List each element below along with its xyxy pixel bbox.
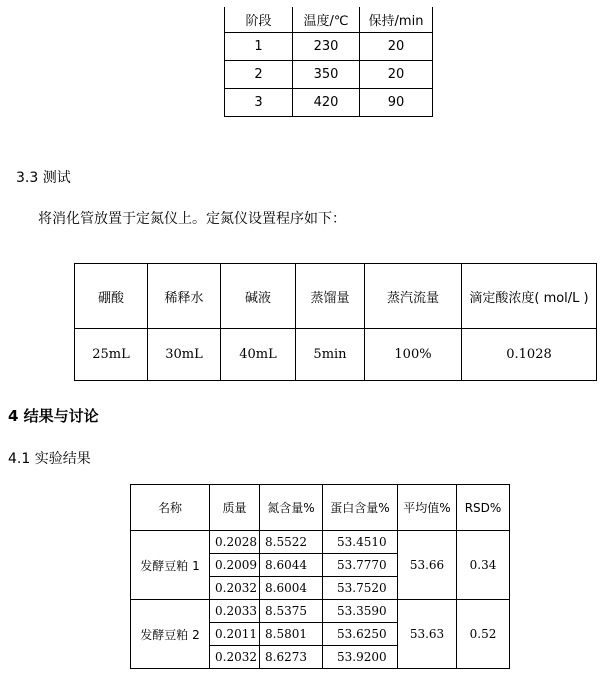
cell: 8.5375	[260, 600, 323, 623]
results-table	[130, 484, 510, 669]
cell: 230	[293, 32, 360, 60]
header-stage: 阶段	[225, 7, 293, 32]
cell: 20	[360, 32, 433, 60]
cell: 3	[225, 88, 293, 116]
stage-table	[224, 7, 433, 117]
header-titrant-concentration: 滴定酸浓度( mol/L )	[462, 264, 597, 329]
header-distill-time: 蒸馏量	[296, 264, 365, 329]
cell: 53.9200	[323, 646, 398, 669]
program-table	[74, 263, 597, 381]
section-4-1-heading: 4.1 实验结果	[8, 451, 91, 467]
header-hold: 保持/min	[360, 7, 433, 32]
header-name: 名称	[131, 485, 210, 531]
sample-name: 发酵豆粕 1	[131, 531, 210, 600]
table-row	[75, 329, 597, 381]
mean-value: 53.66	[398, 531, 457, 600]
cell: 53.6250	[323, 623, 398, 646]
cell: 350	[293, 60, 360, 88]
header-steam-flow: 蒸汽流量	[365, 264, 462, 329]
cell: 53.3590	[323, 600, 398, 623]
rsd-value: 0.52	[457, 600, 510, 669]
cell: 5min	[296, 329, 365, 381]
cell: 0.2009	[210, 554, 260, 577]
table-row	[131, 600, 510, 623]
cell: 53.7770	[323, 554, 398, 577]
header-rsd: RSD%	[457, 485, 510, 531]
cell: 8.6273	[260, 646, 323, 669]
cell: 0.2032	[210, 646, 260, 669]
cell: 8.6044	[260, 554, 323, 577]
table-header-row	[75, 264, 597, 329]
section-4-heading: 4 结果与讨论	[8, 407, 99, 425]
table-row	[225, 88, 433, 116]
header-alkali: 碱液	[221, 264, 296, 329]
header-dilution-water: 稀释水	[148, 264, 221, 329]
header-boric-acid: 硼酸	[75, 264, 148, 329]
cell: 0.1028	[462, 329, 597, 381]
cell: 90	[360, 88, 433, 116]
cell: 420	[293, 88, 360, 116]
section-3-3-text: 将消化管放置于定氮仪上。定氮仪设置程序如下：	[38, 211, 346, 227]
cell: 53.7520	[323, 577, 398, 600]
cell: 20	[360, 60, 433, 88]
cell: 40mL	[221, 329, 296, 381]
cell: 0.2032	[210, 577, 260, 600]
cell: 8.6004	[260, 577, 323, 600]
cell: 2	[225, 60, 293, 88]
cell: 1	[225, 32, 293, 60]
cell: 0.2011	[210, 623, 260, 646]
cell: 0.2028	[210, 531, 260, 554]
rsd-value: 0.34	[457, 531, 510, 600]
header-protein: 蛋白含量%	[323, 485, 398, 531]
cell: 0.2033	[210, 600, 260, 623]
mean-value: 53.63	[398, 600, 457, 669]
cell: 100%	[365, 329, 462, 381]
table-header-row	[131, 485, 510, 531]
header-temperature: 温度/℃	[293, 7, 360, 32]
section-3-3-heading: 3.3 测试	[16, 170, 71, 186]
cell: 25mL	[75, 329, 148, 381]
table-row	[225, 60, 433, 88]
header-nitrogen: 氮含量%	[260, 485, 323, 531]
header-mean: 平均值%	[398, 485, 457, 531]
sample-name: 发酵豆粕 2	[131, 600, 210, 669]
table-header-row	[225, 7, 433, 32]
cell: 8.5801	[260, 623, 323, 646]
cell: 8.5522	[260, 531, 323, 554]
header-mass: 质量	[210, 485, 260, 531]
cell: 30mL	[148, 329, 221, 381]
cell: 53.4510	[323, 531, 398, 554]
table-row	[225, 32, 433, 60]
table-row	[131, 531, 510, 554]
